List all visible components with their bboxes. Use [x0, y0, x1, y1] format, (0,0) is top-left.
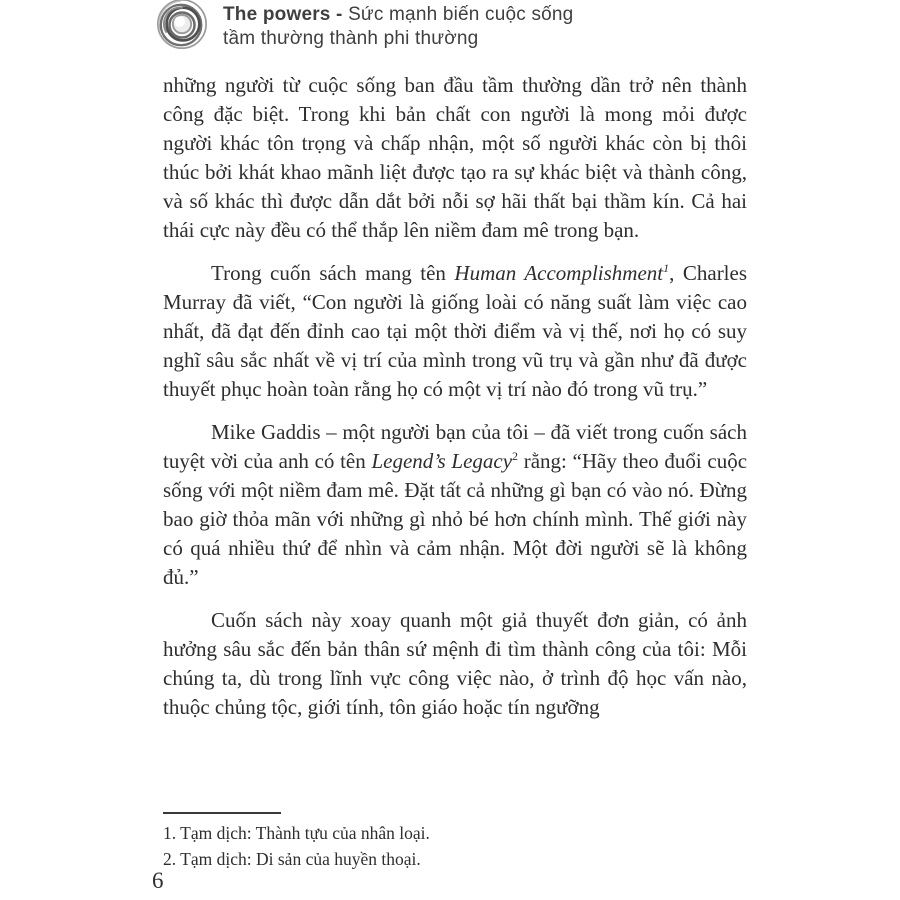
footnote: 2. Tạm dịch: Di sản của huyền thoại. — [163, 849, 421, 869]
running-head — [223, 0, 573, 51]
subtitle-part2: tầm thường thành phi thường — [223, 28, 479, 49]
body-paragraph: Trong cuốn sách mang tên Human Accomplishment$^1$, Charles Murray đã viết, “Con người là giống loài có năng suất làm việc cao nhất, đã đạt đến đỉnh cao tại một thời điểm và vị thế, nơi họ có suy nghĩ sâu sắc nhất về vị trí của mình trong vũ trụ và gần như đã được thuyết phục hoàn toàn rằng họ có một vị trí nào đó trong vũ trụ.” — [163, 261, 748, 401]
footnotes — [163, 820, 430, 872]
page-header — [153, 0, 573, 52]
subtitle-part1: Sức mạnh biến cuộc sống — [348, 4, 574, 25]
series-title: The powers - — [223, 4, 349, 25]
footnote-divider — [163, 812, 281, 814]
page-number: 6 — [152, 868, 164, 893]
concentric-spiral-logo-icon — [153, 0, 211, 52]
body-text — [163, 71, 747, 736]
body-paragraph: những người từ cuộc sống ban đầu tầm thường dần trở nên thành công đặc biệt. Trong khi bản chất con người là mong mỏi được người khác tôn trọng và chấp nhận, một số người khác còn bị thôi thúc bởi khát khao mãnh liệt được tạo ra sự khác biệt và thành công, và số khác thì được dẫn dắt bởi nỗi sợ hãi thất bại thầm kín. Cả hai thái cực này đều có thể thắp lên niềm đam mê trong bạn. — [163, 73, 747, 242]
running-head-line1 — [223, 3, 573, 27]
body-paragraph: Mike Gaddis – một người bạn của tôi – đã viết trong cuốn sách tuyệt vời của anh có tên Legend’s Legacy$^2$ rằng: “Hãy theo đuổi cuộc sống với một niềm đam mê. Đặt tất cả những gì bạn có vào nó. Đừng bao giờ thỏa mãn với những gì nhỏ bé hơn chính mình. Thế giới này có quá nhiều thứ để nhìn và cảm nhận. Một đời người sẽ là không đủ.” — [163, 420, 748, 589]
footnote: 1. Tạm dịch: Thành tựu của nhân loại. — [163, 823, 430, 843]
body-paragraph: Cuốn sách này xoay quanh một giả thuyết đơn giản, có ảnh hưởng sâu sắc đến bản thân sứ mệnh đi tìm thành công của tôi: Mỗi chúng ta, dù trong lĩnh vực công việc nào, ở trình độ học vấn nào, thuộc chủng tộc, giới tính, tôn giáo hoặc tín ngưỡng — [163, 608, 747, 719]
footnote-reference: 2 — [512, 449, 519, 463]
footnote-reference: 1 — [663, 261, 670, 275]
